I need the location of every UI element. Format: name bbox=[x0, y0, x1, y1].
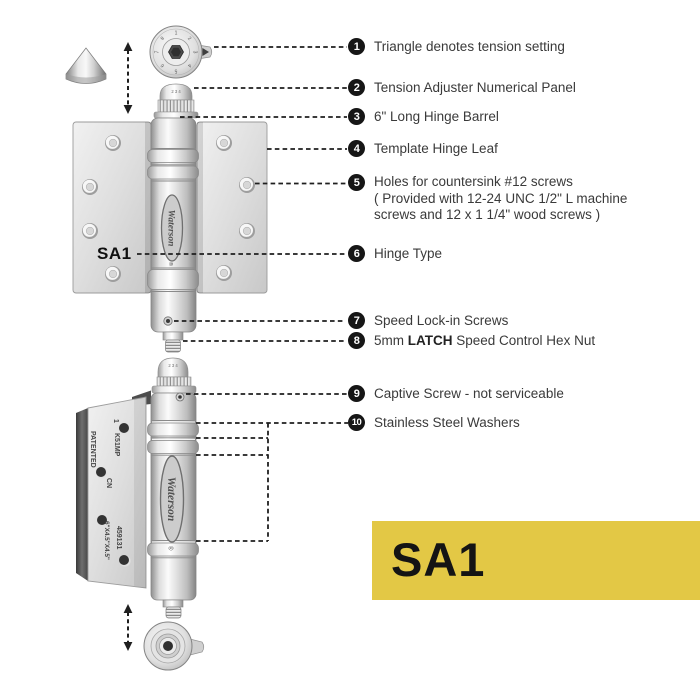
callout-5-line-2: ( Provided with 12-24 UNC 1/2" L machine bbox=[374, 190, 628, 206]
callout-number-3: 3 bbox=[348, 108, 365, 125]
callout-label-8 bbox=[374, 333, 595, 348]
callout-label-9: Captive Screw - not serviceable bbox=[374, 386, 564, 401]
screw-hole bbox=[82, 179, 98, 195]
callout-label-3: 6" Long Hinge Barrel bbox=[374, 109, 499, 124]
dial-digit: 1 bbox=[174, 30, 178, 37]
dial-digit: 5 bbox=[174, 67, 178, 74]
dial-digit: 8 bbox=[159, 35, 166, 42]
hinge-type-inline-label: SA1 bbox=[97, 244, 132, 263]
callout-label-4: Template Hinge Leaf bbox=[374, 141, 498, 156]
callout-10 bbox=[348, 414, 520, 431]
cap-digits: 2 3 4 bbox=[171, 89, 181, 94]
callout-8-pre: 5mm bbox=[374, 333, 408, 348]
callout-8-post: Speed Control Hex Nut bbox=[452, 333, 596, 348]
callout-number-7: 7 bbox=[348, 312, 365, 329]
callout-number-8: 8 bbox=[348, 332, 365, 349]
speed-control-hex-nut bbox=[163, 332, 183, 352]
bottom-view-dial bbox=[144, 622, 204, 670]
screw-hole bbox=[216, 135, 232, 151]
dial-digit: 3 bbox=[191, 50, 198, 54]
callout-5 bbox=[348, 174, 627, 224]
callout-7 bbox=[348, 312, 508, 329]
callout-5-line-3: screws and 12 x 1 1/4" wood screws ) bbox=[374, 207, 601, 222]
brand-text: Waterson bbox=[165, 209, 176, 247]
callout-4 bbox=[348, 140, 498, 157]
marking-model-code: K51MP bbox=[113, 433, 120, 457]
callout-label-5 bbox=[374, 174, 627, 224]
barrel-bottom-tip bbox=[163, 600, 183, 618]
callout-label-2: Tension Adjuster Numerical Panel bbox=[374, 80, 576, 95]
hinge-barrel-top bbox=[148, 84, 199, 352]
screw-hole-countersink-target bbox=[239, 177, 255, 193]
vertical-adjust-arrow-bottom bbox=[124, 604, 133, 651]
captive-screw bbox=[176, 393, 184, 401]
dial-digit: 7 bbox=[154, 50, 161, 54]
top-hinge bbox=[73, 84, 267, 352]
callout-9 bbox=[348, 385, 564, 402]
screw-hole bbox=[82, 223, 98, 239]
callout-3 bbox=[348, 108, 499, 125]
callout-lines-bottom bbox=[186, 394, 348, 541]
tension-adjuster-dial bbox=[150, 26, 212, 78]
knuckle-ring bbox=[148, 423, 199, 436]
vertical-adjust-arrow-top bbox=[124, 42, 133, 114]
speed-lock-in-screw bbox=[164, 317, 172, 325]
cap-digits: 2 3 4 bbox=[168, 363, 178, 368]
registered-mark: ® bbox=[167, 262, 173, 267]
screw-hole bbox=[105, 266, 121, 282]
hinge-barrel-bottom bbox=[148, 358, 199, 618]
dial-digit: 4 bbox=[186, 62, 193, 69]
arrowhead-up bbox=[124, 42, 133, 51]
registered-mark: ® bbox=[166, 546, 173, 551]
callout-number-10: 10 bbox=[348, 414, 365, 431]
arrowhead-up bbox=[124, 604, 133, 613]
callout-number-4: 4 bbox=[348, 140, 365, 157]
bottom-hinge-leaf bbox=[76, 397, 146, 588]
callout-number-9: 9 bbox=[348, 385, 365, 402]
knuckle-ring bbox=[148, 441, 199, 454]
callout-label-10: Stainless Steel Washers bbox=[374, 415, 520, 430]
knuckle-ring bbox=[148, 270, 199, 290]
marking-size: 6"X4.5"X4.5" bbox=[103, 521, 110, 560]
dial-digit: 2 bbox=[186, 35, 193, 42]
dial-center-socket bbox=[163, 641, 173, 651]
brand-text: Waterson bbox=[165, 476, 177, 522]
callout-label-6: Hinge Type bbox=[374, 246, 443, 261]
marking-1: 1 bbox=[112, 419, 119, 423]
screw-hole bbox=[105, 135, 121, 151]
arrowhead-down bbox=[124, 642, 133, 651]
knuckle-ring bbox=[148, 150, 199, 163]
cone-cap bbox=[66, 48, 106, 84]
callout-2 bbox=[348, 79, 576, 96]
callout-number-2: 2 bbox=[348, 79, 365, 96]
screw-hole bbox=[216, 265, 232, 281]
leaf-face-shade bbox=[134, 397, 146, 588]
top-exploded-assembly bbox=[66, 26, 347, 352]
marking-serial: 459131 bbox=[115, 526, 122, 550]
callout-number-1: 1 bbox=[348, 38, 365, 55]
callout-label-1: Triangle denotes tension setting bbox=[374, 39, 565, 54]
model-badge bbox=[372, 521, 700, 600]
cap-collar bbox=[152, 386, 196, 393]
hinge-leaf-right bbox=[197, 122, 267, 293]
marking-origin: CN bbox=[105, 478, 112, 489]
callout-1 bbox=[348, 38, 565, 55]
callout-number-5: 5 bbox=[348, 174, 365, 191]
cap-knurl-band bbox=[157, 377, 191, 386]
bottom-assembly bbox=[76, 358, 348, 670]
cap-knurl-band bbox=[158, 100, 194, 112]
callout-8-bold: LATCH bbox=[407, 333, 453, 348]
marking-patented: PATENTED bbox=[89, 431, 96, 468]
leaf-edge-strip bbox=[76, 408, 88, 581]
model-badge-text: SA1 bbox=[391, 533, 486, 586]
callout-5-line-1: Holes for countersink #12 screws bbox=[374, 174, 573, 189]
callout-number-6: 6 bbox=[348, 245, 365, 262]
callout-6 bbox=[348, 245, 442, 262]
screw-hole bbox=[239, 223, 255, 239]
callout-8 bbox=[348, 332, 595, 349]
dial-digit: 6 bbox=[159, 62, 166, 69]
knuckle-ring bbox=[148, 166, 199, 179]
callout-label-7: Speed Lock-in Screws bbox=[374, 313, 509, 328]
arrowhead-down bbox=[124, 105, 133, 114]
